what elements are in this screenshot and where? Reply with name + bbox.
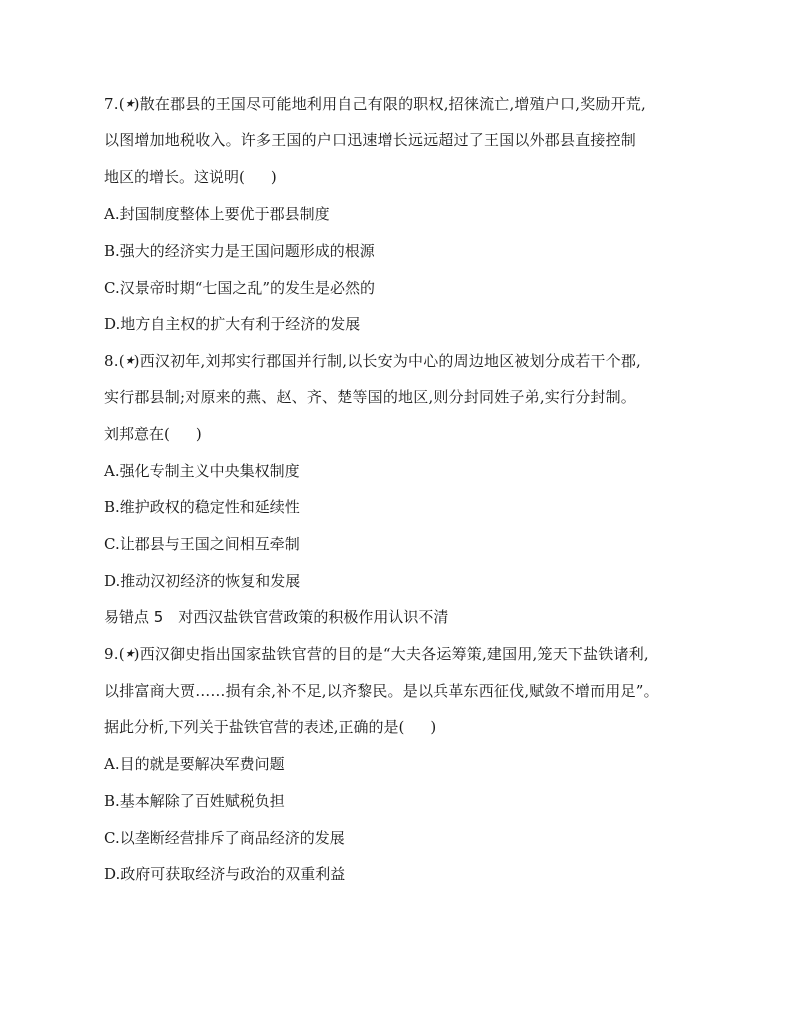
q8-stem-part-1: )西汉初年,刘邦实行郡国并行制,以长安为中心的周边地区被划分成若干个郡,: [133, 352, 642, 370]
q7-option-d: D.地方自主权的扩大有利于经济的发展: [104, 315, 361, 333]
q9-option-a: A.目的就是要解决军费问题: [104, 755, 285, 773]
difficulty-icon: ★: [124, 354, 134, 367]
q7-stem-part-3: 地区的增长。这说明(: [104, 168, 245, 186]
q9-line-3: [104, 717, 436, 737]
q8-option-b: B.维护政权的稳定性和延续性: [104, 498, 300, 516]
q9-stem-part-3: 据此分析,下列关于盐铁官营的表述,正确的是(: [104, 718, 405, 736]
q9-line-2: 以排富商大贾……损有余,补不足,以齐黎民。是以兵革东西征伐,赋敛不增而用足”。: [104, 682, 659, 700]
q7-bracket-close: ): [270, 168, 277, 186]
q9-line-1: [104, 644, 649, 664]
q8-line-2: 实行郡县制;对原来的燕、赵、齐、楚等国的地区,则分封同姓子弟,实行分封制。: [104, 388, 636, 406]
q9-number: 9.(: [104, 645, 125, 663]
q7-option-a: A.封国制度整体上要优于郡县制度: [104, 205, 330, 223]
q7-line-2: 以图增加地税收入。许多王国的户口迅速增长远远超过了王国以外郡县直接控制: [104, 131, 637, 149]
q9-bracket-close: ): [430, 718, 437, 736]
section-heading: 易错点 5 对西汉盐铁官营政策的积极作用认识不清: [104, 608, 449, 626]
q8-line-3: [104, 424, 202, 444]
q8-stem-part-3: 刘邦意在(: [104, 425, 170, 443]
q7-line-3: [104, 167, 277, 187]
q8-option-c: C.让郡县与王国之间相互牵制: [104, 535, 300, 553]
q7-line-1: [104, 94, 646, 114]
q7-number: 7.(: [104, 95, 125, 113]
q8-bracket-close: ): [195, 425, 202, 443]
q8-line-1: [104, 351, 641, 371]
q9-option-c: C.以垄断经营排斥了商品经济的发展: [104, 829, 345, 847]
q7-option-b: B.强大的经济实力是王国问题形成的根源: [104, 242, 375, 260]
q9-stem-part-1: )西汉御史指出国家盐铁官营的目的是“大夫各运筹策,建国用,笼天下盐铁诸利,: [133, 645, 649, 663]
q9-option-b: B.基本解除了百姓赋税负担: [104, 792, 285, 810]
q8-number: 8.(: [104, 352, 125, 370]
q9-option-d: D.政府可获取经济与政治的双重利益: [104, 865, 346, 883]
difficulty-icon: ★: [124, 647, 134, 660]
q8-option-d: D.推动汉初经济的恢复和发展: [104, 572, 301, 590]
q8-option-a: A.强化专制主义中央集权制度: [104, 462, 300, 480]
difficulty-icon: ★: [124, 97, 134, 110]
q7-stem-part-1: )散在郡县的王国尽可能地利用自己有限的职权,招徕流亡,增殖户口,奖励开荒,: [133, 95, 646, 113]
q7-option-c: C.汉景帝时期“七国之乱”的发生是必然的: [104, 279, 376, 297]
